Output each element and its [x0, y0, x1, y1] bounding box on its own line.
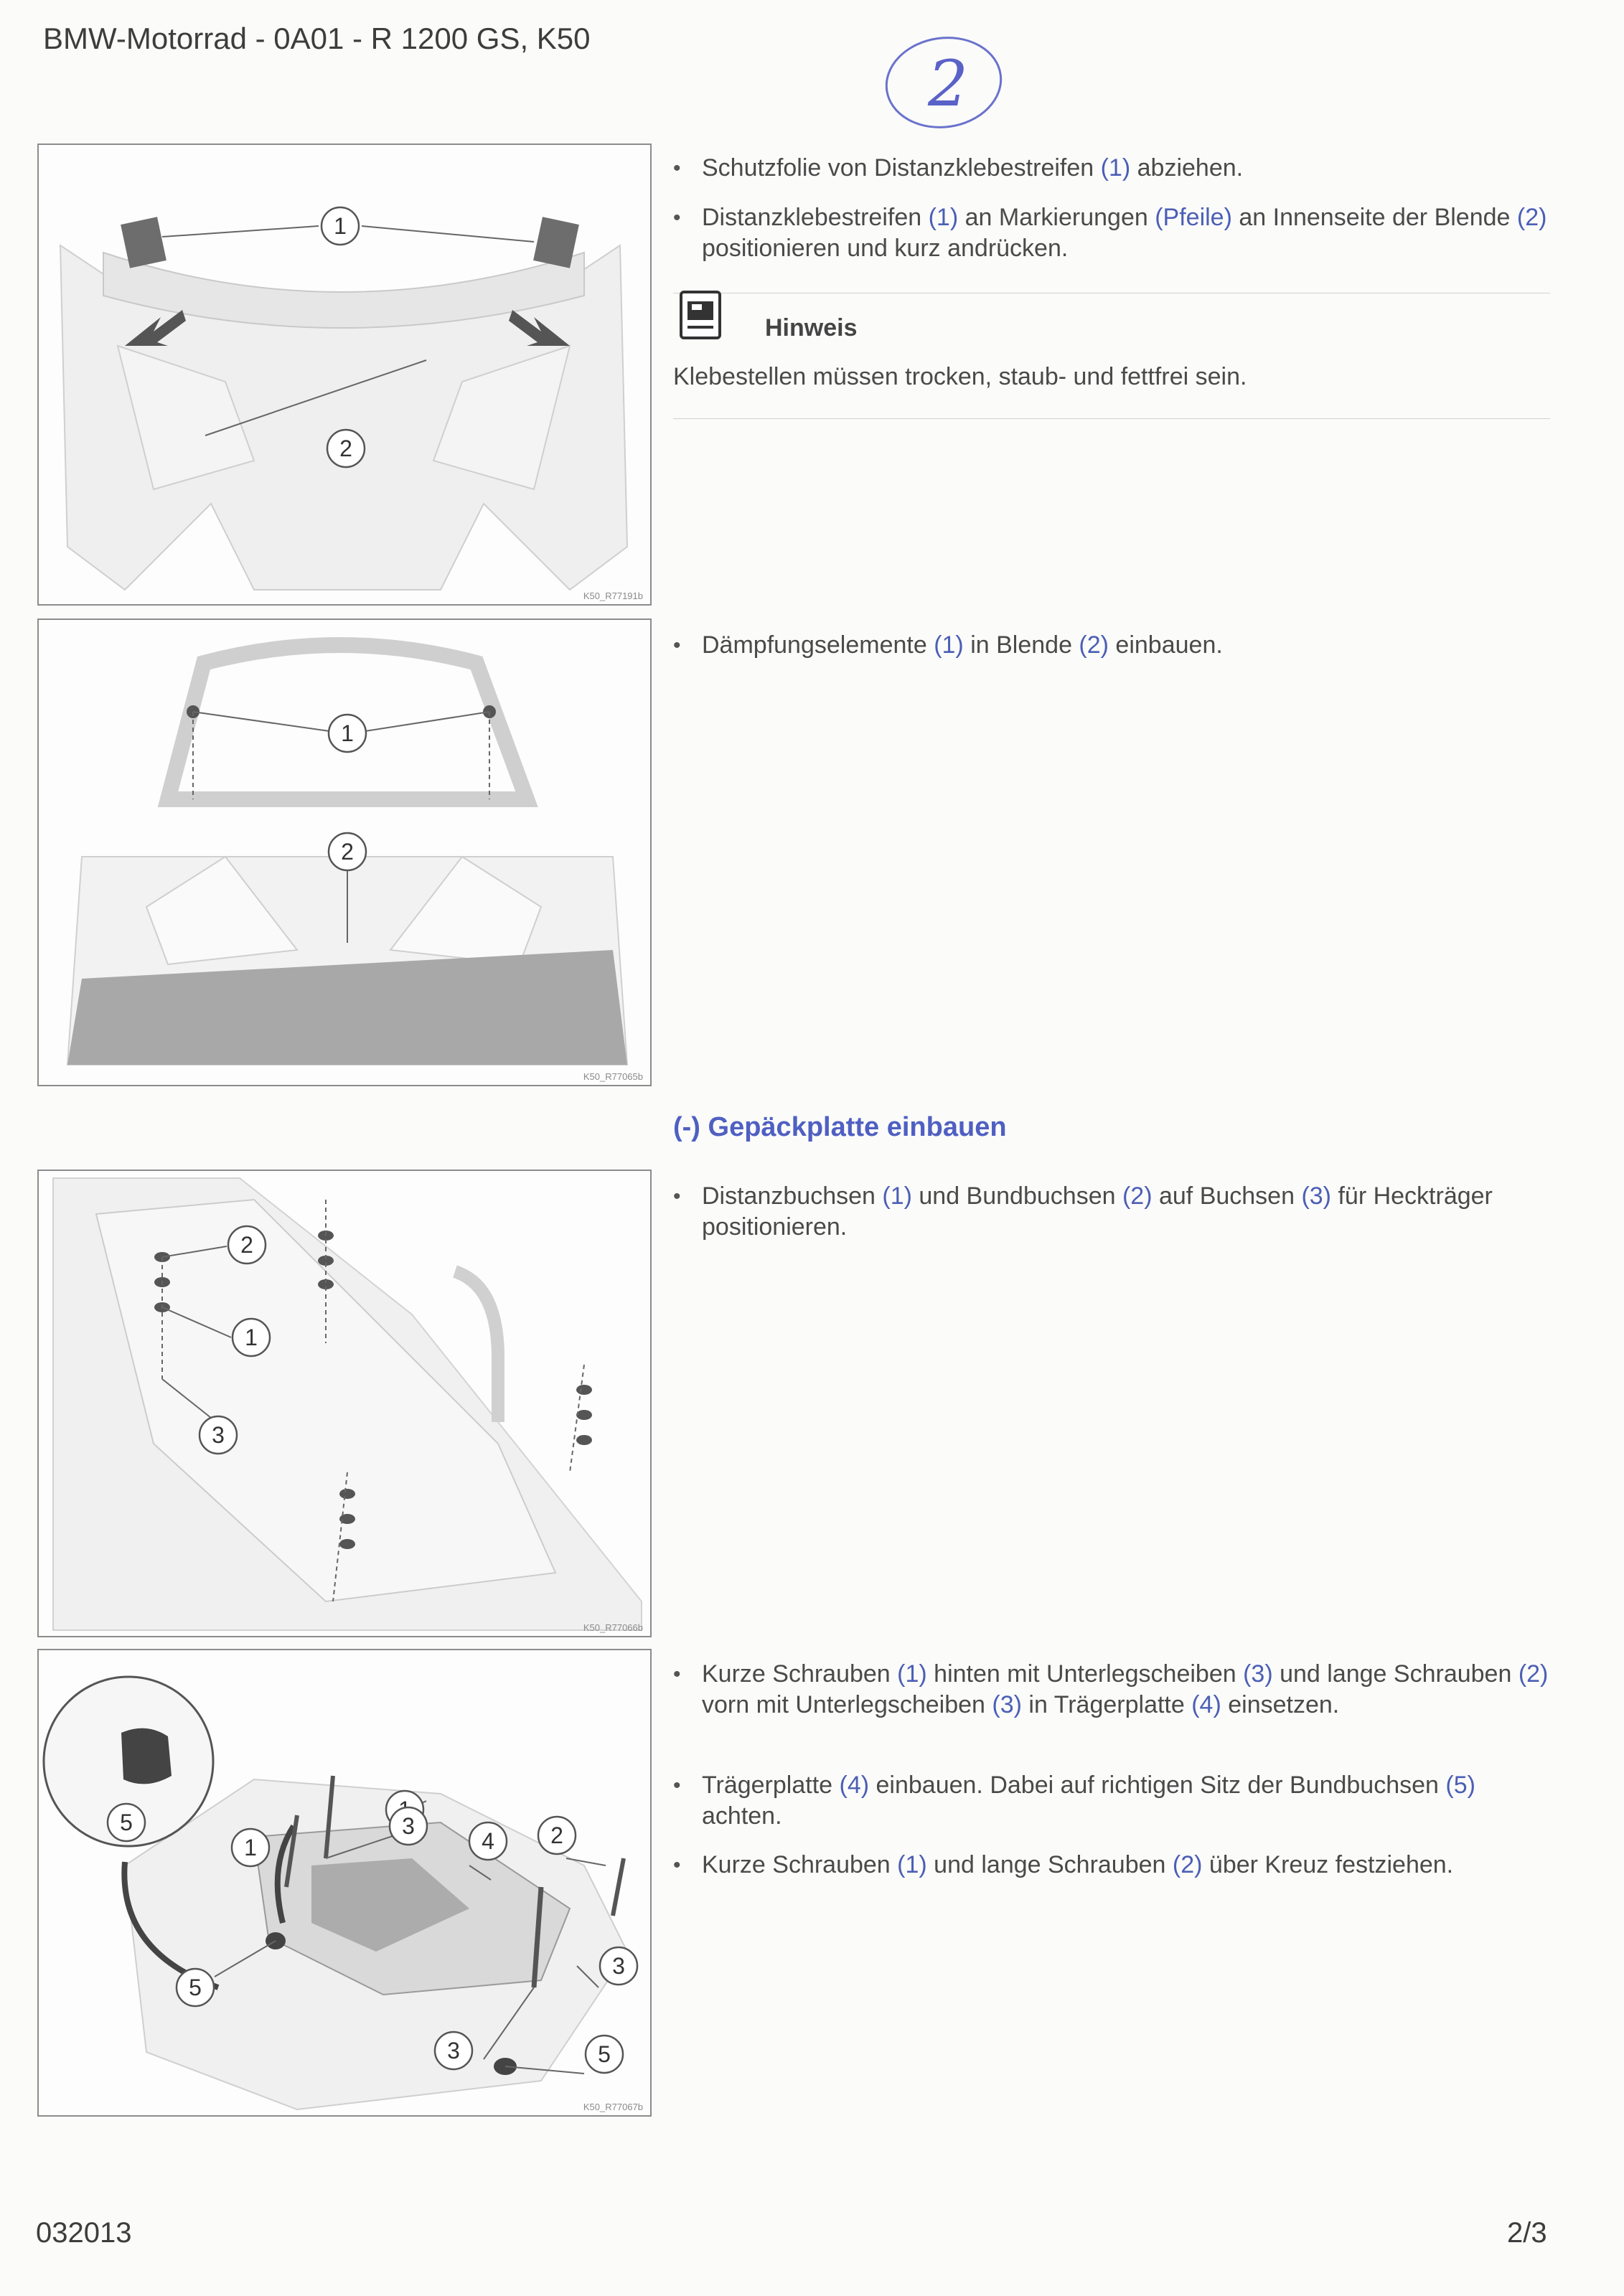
reference-number: (1)	[897, 1660, 927, 1688]
step-text-segment: auf Buchsen	[1152, 1182, 1302, 1210]
svg-text:2: 2	[341, 839, 354, 865]
bushings-illustration	[39, 1171, 650, 1636]
svg-text:5: 5	[120, 1810, 133, 1835]
reference-number: (4)	[839, 1772, 870, 1799]
bullet-icon: •	[673, 634, 681, 657]
figure-panel-1	[37, 144, 652, 606]
step-text-segment: Kurze Schrauben	[702, 1660, 898, 1688]
step-text	[702, 1850, 1549, 1881]
step-text-segment: Distanzklebestreifen	[702, 204, 929, 231]
step-text	[702, 202, 1549, 264]
figure-code: K50_R77065b	[583, 1071, 643, 1082]
section-title: (-) Gepäckplatte einbauen	[673, 1112, 1007, 1142]
svg-text:2: 2	[550, 1822, 563, 1848]
svg-text:5: 5	[189, 1975, 202, 2000]
step-text-segment: Distanzbuchsen	[702, 1182, 883, 1210]
svg-text:1: 1	[341, 720, 354, 746]
instruction-step	[673, 1850, 1549, 1881]
step-text	[702, 1659, 1549, 1721]
step-text-segment: abziehen.	[1130, 154, 1244, 182]
figure-panel-2	[37, 618, 652, 1086]
reference-number: (1)	[1100, 154, 1131, 182]
step-text-segment: an Markierungen	[958, 204, 1155, 231]
step-text-segment: in Trägerplatte	[1021, 1691, 1192, 1718]
reference-number: (2)	[1122, 1182, 1153, 1210]
instruction-step	[673, 202, 1549, 264]
bushing-stack-right	[576, 1385, 592, 1445]
reference-number: (5)	[1445, 1772, 1475, 1799]
handwritten-page-mark	[872, 25, 1015, 133]
reference-number: (2)	[1518, 1660, 1549, 1688]
step-text-segment: Dämpfungselemente	[702, 631, 934, 659]
page-number: 2/3	[1507, 2217, 1547, 2249]
damping-elements-illustration	[39, 620, 650, 1085]
step-text	[702, 1770, 1549, 1832]
document-code: 032013	[36, 2217, 132, 2249]
instruction-step	[673, 153, 1549, 184]
step-text-segment: hinten mit Unterlegscheiben	[926, 1660, 1244, 1688]
note-label: Hinweis	[765, 314, 858, 342]
document-title: BMW-Motorrad - 0A01 - R 1200 GS, K50	[43, 22, 591, 55]
svg-text:3: 3	[447, 2038, 460, 2064]
reference-number: (2)	[1516, 204, 1547, 231]
bullet-icon: •	[673, 1853, 681, 1877]
instruction-step	[673, 1770, 1549, 1832]
reference-number: (4)	[1191, 1691, 1221, 1718]
figure-code: K50_R77067b	[583, 2102, 643, 2112]
step-text-segment: und lange Schrauben	[1272, 1660, 1519, 1688]
step-text-segment: Trägerplatte	[702, 1772, 840, 1799]
reference-number: (3)	[992, 1691, 1022, 1718]
reference-number: (3)	[1301, 1182, 1332, 1210]
note-text: Klebestellen müssen trocken, staub- und fettfrei sein.	[673, 363, 1247, 390]
step-text-segment: einbauen.	[1108, 631, 1223, 659]
instruction-step	[673, 1659, 1549, 1721]
step-text-segment: positionieren und kurz andrücken.	[702, 235, 1069, 262]
reference-number: (1)	[934, 631, 964, 659]
step-text-segment: achten.	[702, 1802, 782, 1830]
figure-panel-4	[37, 1649, 652, 2117]
step-text	[702, 153, 1549, 184]
trim-panel-adhesive-illustration	[39, 145, 650, 604]
instruction-step	[673, 1181, 1549, 1243]
svg-text:3: 3	[402, 1813, 415, 1839]
svg-text:4: 4	[482, 1828, 494, 1854]
step-text-segment: über Kreuz festziehen.	[1202, 1851, 1454, 1878]
step-text	[702, 630, 1549, 661]
bullet-icon: •	[673, 156, 681, 180]
figure-panel-3	[37, 1170, 652, 1637]
svg-text:2: 2	[339, 436, 352, 461]
figure-code: K50_R77066b	[583, 1622, 643, 1633]
divider	[673, 418, 1550, 419]
svg-text:3: 3	[612, 1953, 625, 1979]
reference-number: (1)	[897, 1851, 927, 1878]
step-text-segment: für Heckträger positionieren.	[702, 1182, 1493, 1241]
reference-number: (1)	[882, 1182, 912, 1210]
svg-text:1: 1	[244, 1835, 257, 1860]
svg-text:1: 1	[245, 1325, 258, 1350]
svg-text:2: 2	[240, 1232, 253, 1258]
bullet-icon: •	[673, 1185, 681, 1208]
step-text-segment: Schutzfolie von Distanzklebestreifen	[702, 154, 1101, 182]
svg-text:3: 3	[212, 1422, 225, 1448]
step-text-segment: in Blende	[963, 631, 1079, 659]
svg-text:1: 1	[334, 213, 347, 239]
step-text-segment: vorn mit Unterlegscheiben	[702, 1691, 992, 1718]
bullet-icon: •	[673, 1774, 681, 1797]
step-text-segment: Kurze Schrauben	[702, 1851, 898, 1878]
step-text	[702, 1181, 1549, 1243]
reference-number: (Pfeile)	[1155, 204, 1232, 231]
carrier-plate-illustration	[39, 1650, 650, 2115]
reference-number: (2)	[1079, 631, 1109, 659]
handwritten-number: 2	[928, 47, 968, 121]
figure-code: K50_R77191b	[583, 591, 643, 601]
step-text-segment: und lange Schrauben	[926, 1851, 1173, 1878]
step-text-segment: an Innenseite der Blende	[1231, 204, 1517, 231]
reference-number: (2)	[1172, 1851, 1203, 1878]
instruction-step	[673, 630, 1549, 661]
step-text-segment: und Bundbuchsen	[911, 1182, 1122, 1210]
long-screw-right	[613, 1858, 624, 1916]
step-text-segment: einsetzen.	[1221, 1691, 1340, 1718]
step-text-segment: einbauen. Dabei auf richtigen Sitz der Bundbuchsen	[869, 1772, 1446, 1799]
reference-number: (1)	[928, 204, 959, 231]
collar-bushing-detail	[121, 1728, 172, 1784]
bullet-icon: •	[673, 206, 681, 230]
reference-number: (3)	[1243, 1660, 1273, 1688]
bullet-icon: •	[673, 1662, 681, 1686]
svg-text:5: 5	[598, 2041, 611, 2067]
note-icon	[679, 290, 722, 340]
